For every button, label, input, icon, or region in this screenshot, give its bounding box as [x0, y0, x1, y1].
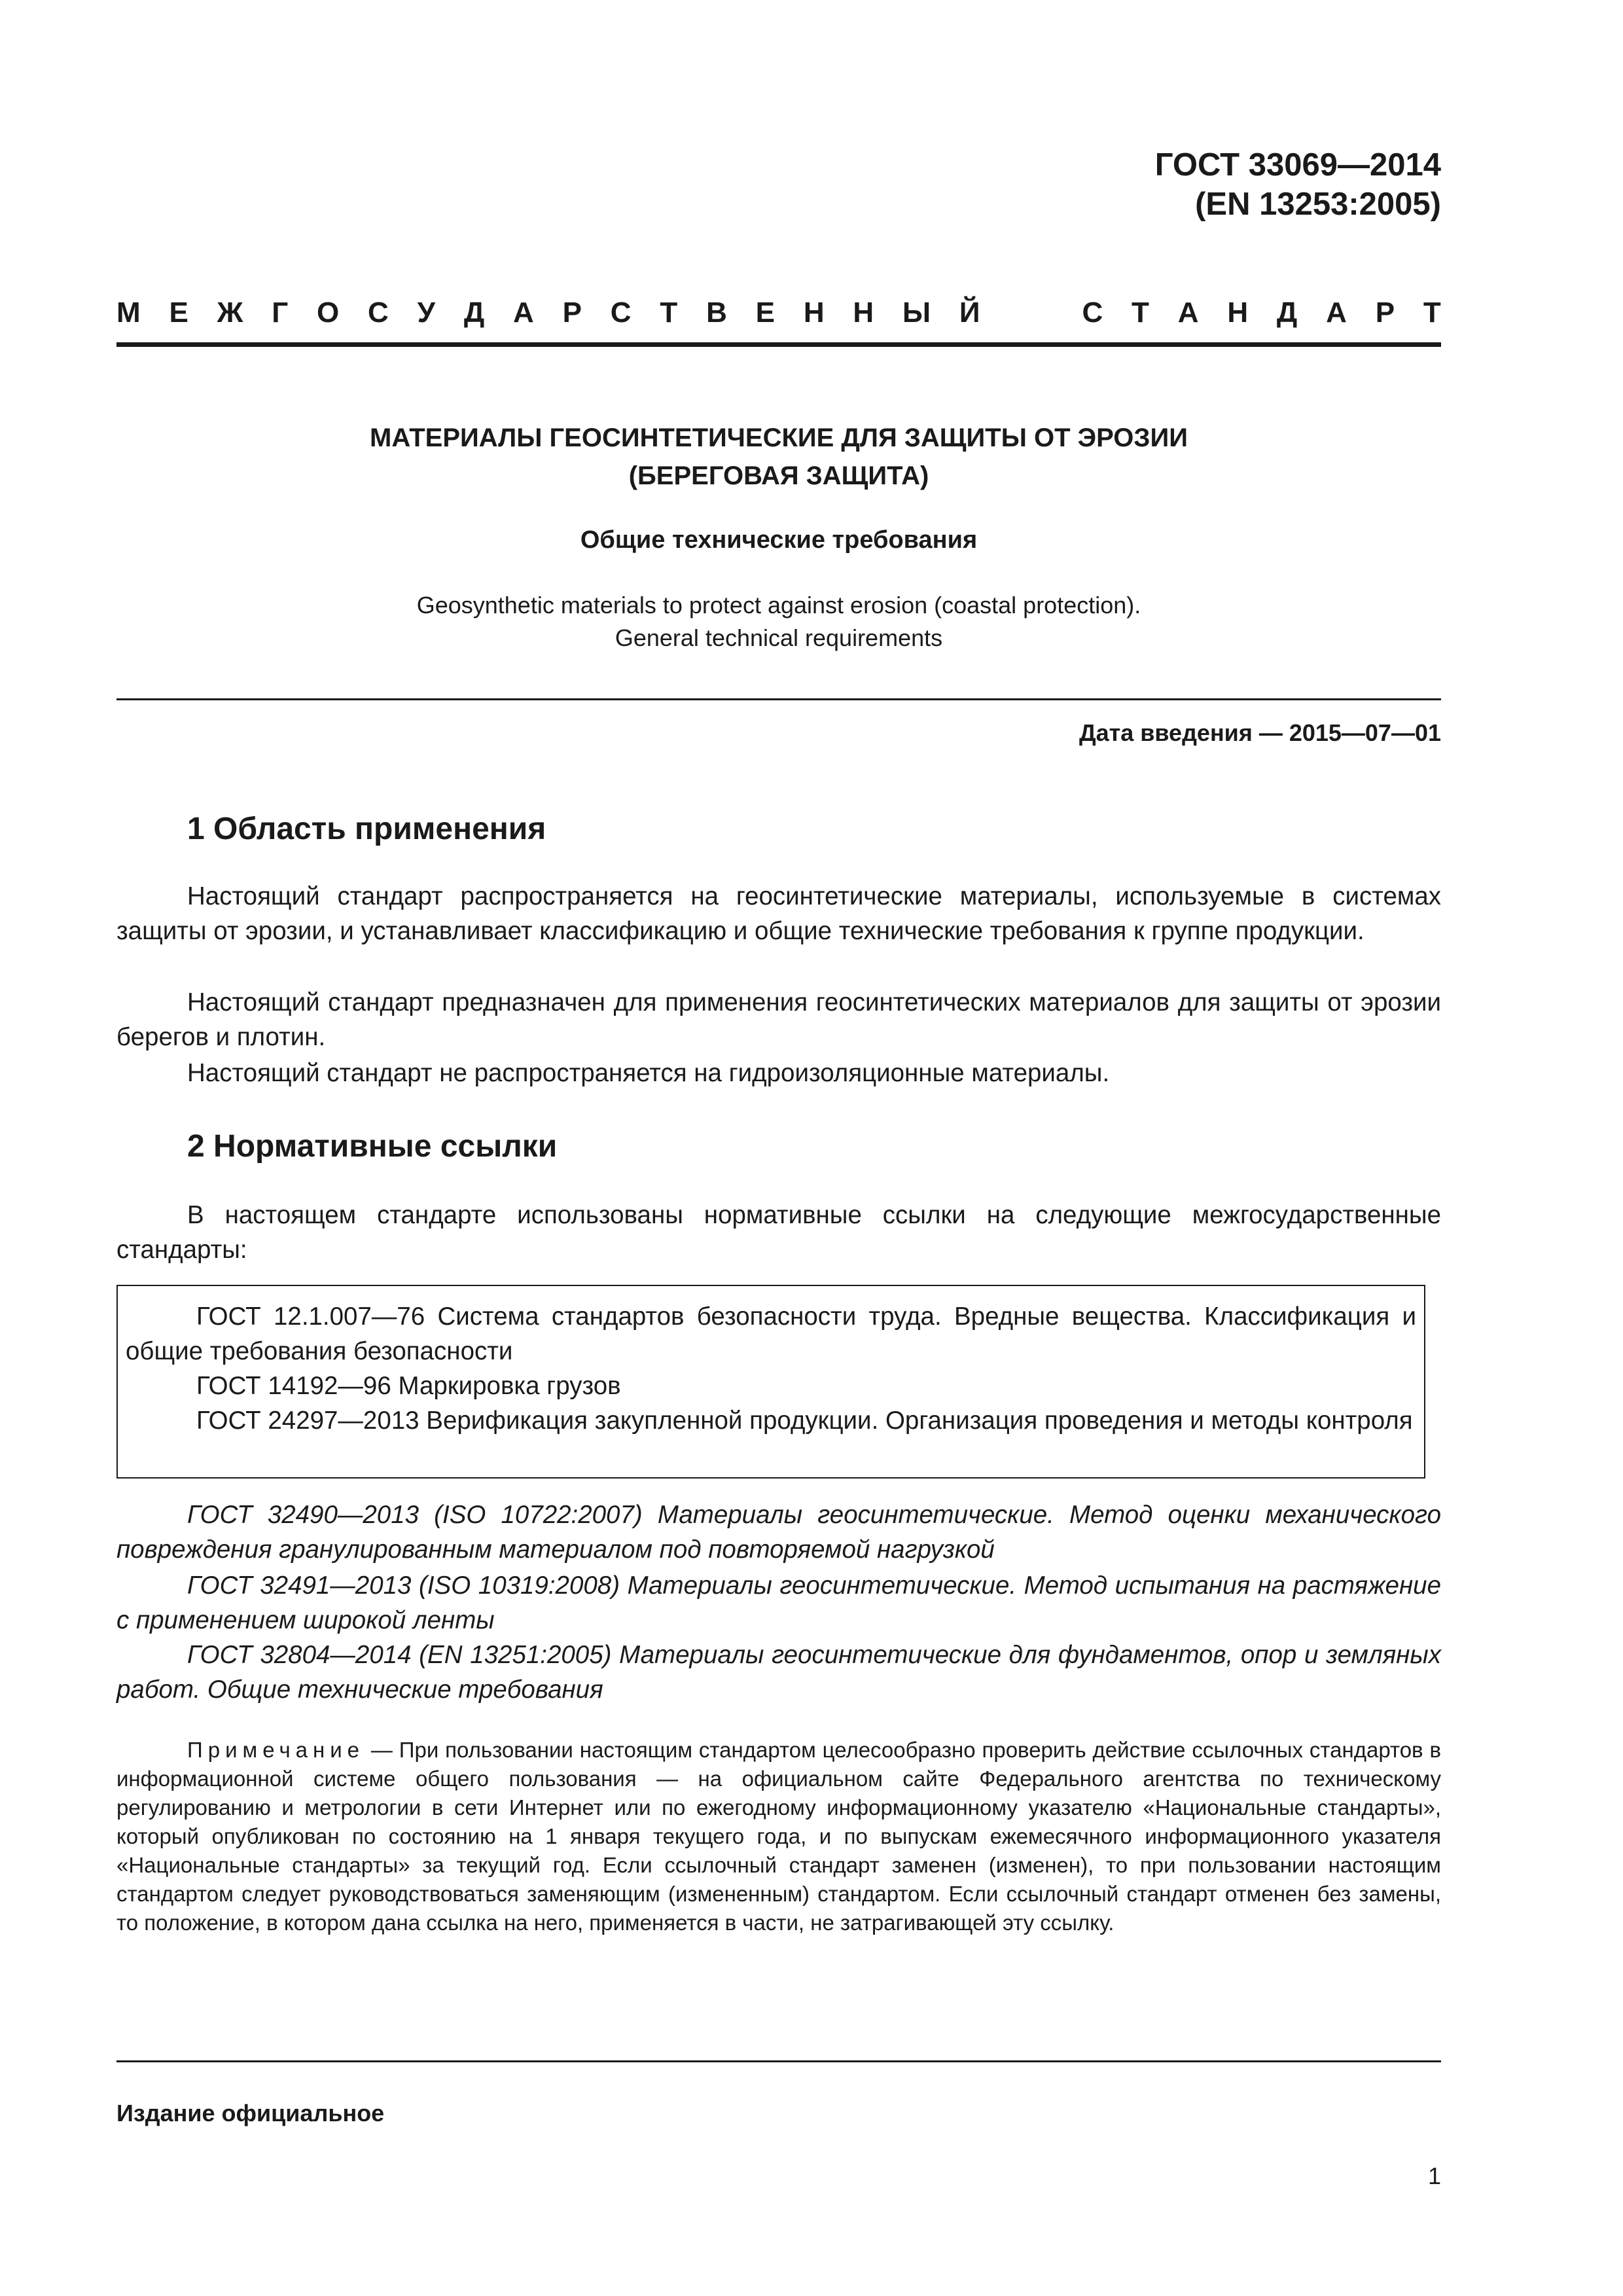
heading-letter: Ы [902, 296, 931, 329]
heading-letter: Й [959, 296, 980, 329]
section-1-heading: 1 Область применения [187, 812, 546, 846]
section-1-paragraph-3: Настоящий стандарт не распространяется на гидроизоляционные материалы. [187, 1059, 1110, 1087]
reference-item-italic: ГОСТ 32804—2014 (EN 13251:2005) Материалы геосинтетические для фундаментов, опор и земляных работ. Общие технические требования [116, 1641, 1441, 1704]
heading-letter: С [368, 296, 389, 329]
title-rule [116, 698, 1441, 700]
reference-item: ГОСТ 24297—2013 Верификация закупленной продукции. Организация проведения и методы контроля [196, 1407, 1413, 1435]
reference-item: ГОСТ 12.1.007—76 Система стандартов безопасности труда. Вредные вещества. Классификация и общие требования безопасности [126, 1302, 1416, 1365]
document-subtitle: Общие технические требования [580, 526, 978, 554]
gost-number: ГОСТ 33069—2014 [1154, 147, 1441, 183]
reference-box [116, 1285, 1425, 1479]
official-edition-label: Издание официальное [116, 2100, 385, 2126]
document-page [116, 0, 1441, 2296]
heading-letter: А [1326, 296, 1347, 329]
footer-rule [116, 2060, 1441, 2062]
heading-letter: Д [1276, 296, 1298, 329]
heading-letter: Т [1423, 296, 1441, 329]
heading-letter: У [417, 296, 436, 329]
heading-letter: Ж [217, 296, 243, 329]
en-number: (EN 13253:2005) [1195, 187, 1441, 222]
heading-letter: А [513, 296, 534, 329]
heading-letter: С [1082, 296, 1103, 329]
standard-type-heading [116, 293, 1441, 332]
heading-letter: Р [562, 296, 582, 329]
heading-letter: Н [853, 296, 874, 329]
heading-letter: Е [169, 296, 188, 329]
section-1-paragraph-1: Настоящий стандарт распространяется на геосинтетические материалы, используемые в системах защиты от эрозии, и устанавливает классификацию и общие технические требования к группе продукции. [116, 882, 1441, 945]
reference-item-italic: ГОСТ 32490—2013 (ISO 10722:2007) Материалы геосинтетические. Метод оценки механического повреждения гранулированным материалом под повторяемой нагрузкой [116, 1501, 1441, 1564]
english-title-line-2: General technical requirements [615, 624, 943, 651]
heading-letter: Р [1375, 296, 1395, 329]
section-1-paragraph-2: Настоящий стандарт предназначен для применения геосинтетических материалов для защиты от эрозии берегов и плотин. [116, 988, 1441, 1051]
heading-letter: С [610, 296, 632, 329]
section-2-intro: В настоящем стандарте использованы нормативные ссылки на следующие межгосударственные стандарты: [116, 1201, 1441, 1264]
standard-designation [1155, 145, 1441, 224]
heading-letter: Т [1132, 296, 1149, 329]
heading-letter: Н [1227, 296, 1249, 329]
title-line-1: МАТЕРИАЛЫ ГЕОСИНТЕТИЧЕСКИЕ ДЛЯ ЗАЩИТЫ ОТ ЭРОЗИИ [370, 423, 1188, 452]
heading-letter: В [706, 296, 727, 329]
heading-letter: Д [463, 296, 485, 329]
document-title [116, 419, 1441, 495]
header-rule [116, 342, 1441, 347]
heading-letter: М [116, 296, 141, 329]
note-paragraph [116, 1736, 1441, 1937]
heading-letter: Н [803, 296, 825, 329]
note-label: Примечание [187, 1738, 365, 1762]
heading-letter [1008, 296, 1016, 329]
english-title [116, 589, 1441, 655]
title-line-2: (БЕРЕГОВАЯ ЗАЩИТА) [628, 461, 929, 490]
english-title-line-1: Geosynthetic materials to protect against erosion (coastal protection). [416, 592, 1141, 619]
note-text: — При пользовании настоящим стандартом целесообразно проверить действие ссылочных стандартов в информационной системе общего пользования — на официальном сайте Федерального агентства по техническому регулированию и метрологии в сети Интернет или по ежегодному информационному указателю «Национальные стандарты», который опубликован по состоянию на 1 января текущего года, и по выпускам ежемесячного информационного указателя «Национальные стандарты» за текущий год. Если ссылочный стандарт заменен (изменен), то при пользовании настоящим стандартом следует руководствоваться заменяющим (измененным) стандартом. Если ссылочный стандарт отменен без замены, то положение, в котором дана ссылка на него, применяется в части, не затрагивающей эту ссылку. [116, 1738, 1441, 1935]
heading-letter: Т [660, 296, 678, 329]
heading-letter: О [317, 296, 340, 329]
introduction-date: Дата введения — 2015—07—01 [1079, 719, 1441, 746]
reference-item: ГОСТ 14192—96 Маркировка грузов [196, 1372, 621, 1400]
heading-letter: Е [755, 296, 776, 329]
reference-item-italic: ГОСТ 32491—2013 (ISO 10319:2008) Материалы геосинтетические. Метод испытания на растяжение с применением широкой ленты [116, 1571, 1441, 1634]
section-2-heading: 2 Нормативные ссылки [187, 1129, 558, 1164]
heading-letter: А [1177, 296, 1199, 329]
page-number: 1 [1427, 2162, 1441, 2189]
heading-letter [1045, 296, 1053, 329]
heading-letter: Г [272, 296, 289, 329]
